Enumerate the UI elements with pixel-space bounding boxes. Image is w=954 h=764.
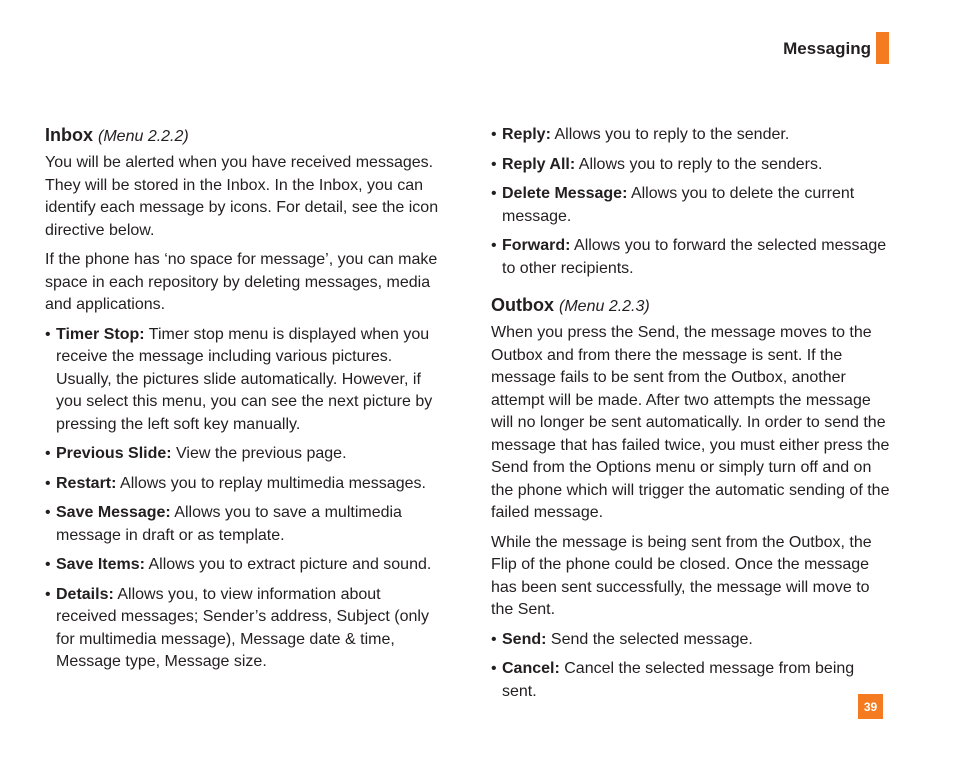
section-header: Messaging [783,39,871,58]
outbox-menu-ref: (Menu 2.2.3) [559,298,650,315]
inbox-paragraph: If the phone has ‘no space for message’, you can make space in each repository by deleting messages, media and applications. [45,251,438,313]
option-term: Send: [502,630,547,648]
option-desc: Cancel the selected message from being sent. [502,660,855,700]
option-term: Save Items: [56,556,145,573]
option-term: Reply: [502,126,551,143]
option-desc: Allows you to reply to the sender. [550,126,790,143]
option-term: Save Message: [56,504,171,521]
list-item [491,235,891,280]
option-desc: Allows you, to view information about received messages; Sender’s address, Subject (only for multimedia message), Message date & time, Message type, Message size. [56,585,429,670]
outbox-heading [491,294,891,318]
option-desc: Send the selected message. [546,630,753,648]
option-desc: Allows you to delete the current message. [502,185,855,225]
option-term: Details: [56,585,114,603]
option-term: Timer Stop: [56,325,145,343]
option-term: Cancel: [502,660,560,677]
inbox-heading [45,124,445,148]
list-item [491,154,891,177]
page-number: 39 [858,694,883,719]
option-term: Forward: [502,237,571,254]
list-item [45,443,445,466]
option-desc: Allows you to forward the selected message to other recipients. [502,237,887,277]
inbox-options-list-continued [491,124,891,280]
option-term: Reply All: [502,155,576,173]
option-desc: View the previous page. [171,445,347,462]
list-item [491,124,891,147]
right-column [491,124,891,710]
inbox-options-list [45,324,445,674]
header-accent-bar [876,32,889,64]
option-term: Delete Message: [502,185,628,202]
inbox-menu-ref: (Menu 2.2.2) [98,128,189,145]
list-item [45,584,445,674]
option-desc: Allows you to reply to the senders. [575,155,823,173]
list-item [45,502,445,547]
option-desc: Allows you to replay multimedia messages. [116,474,426,492]
inbox-paragraph: You will be alerted when you have received messages. They will be stored in the Inbox. In the Inbox, you can identify each message by icons. For detail, see the icon directive below. [45,154,439,239]
list-item [491,629,891,652]
option-desc: Timer stop menu is displayed when you receive the message including various pictures. Usually, the pictures slide automatically. However, if you select this menu, you can see the next picture by pressing the left soft key manually. [56,325,433,433]
list-item [491,183,891,228]
outbox-paragraph: While the message is being sent from the Outbox, the Flip of the phone could be closed. Once the message has been sent successfully, the message will move to the Sent. [491,533,872,618]
list-item [491,658,891,703]
option-term: Restart: [56,474,117,492]
list-item [45,324,445,437]
list-item [45,554,445,577]
inbox-title: Inbox [45,125,93,145]
left-column [45,124,445,681]
outbox-paragraph: When you press the Send, the message moves to the Outbox and from there the message is sent. If the message fails to be sent from the Outbox, another attempt will be made. After two attempts the message will no longer be sent automatically. In order to send the message that has failed twice, you must either press the Send from the Options menu or simply turn off and on the phone which will trigger the automatic sending of the failed message. [491,324,890,521]
outbox-title: Outbox [491,295,554,315]
list-item [45,473,445,496]
option-desc: Allows you to extract picture and sound. [144,556,432,573]
option-term: Previous Slide: [56,445,172,462]
outbox-options-list [491,629,891,704]
option-desc: Allows you to save a multimedia message in draft or as template. [56,504,402,544]
